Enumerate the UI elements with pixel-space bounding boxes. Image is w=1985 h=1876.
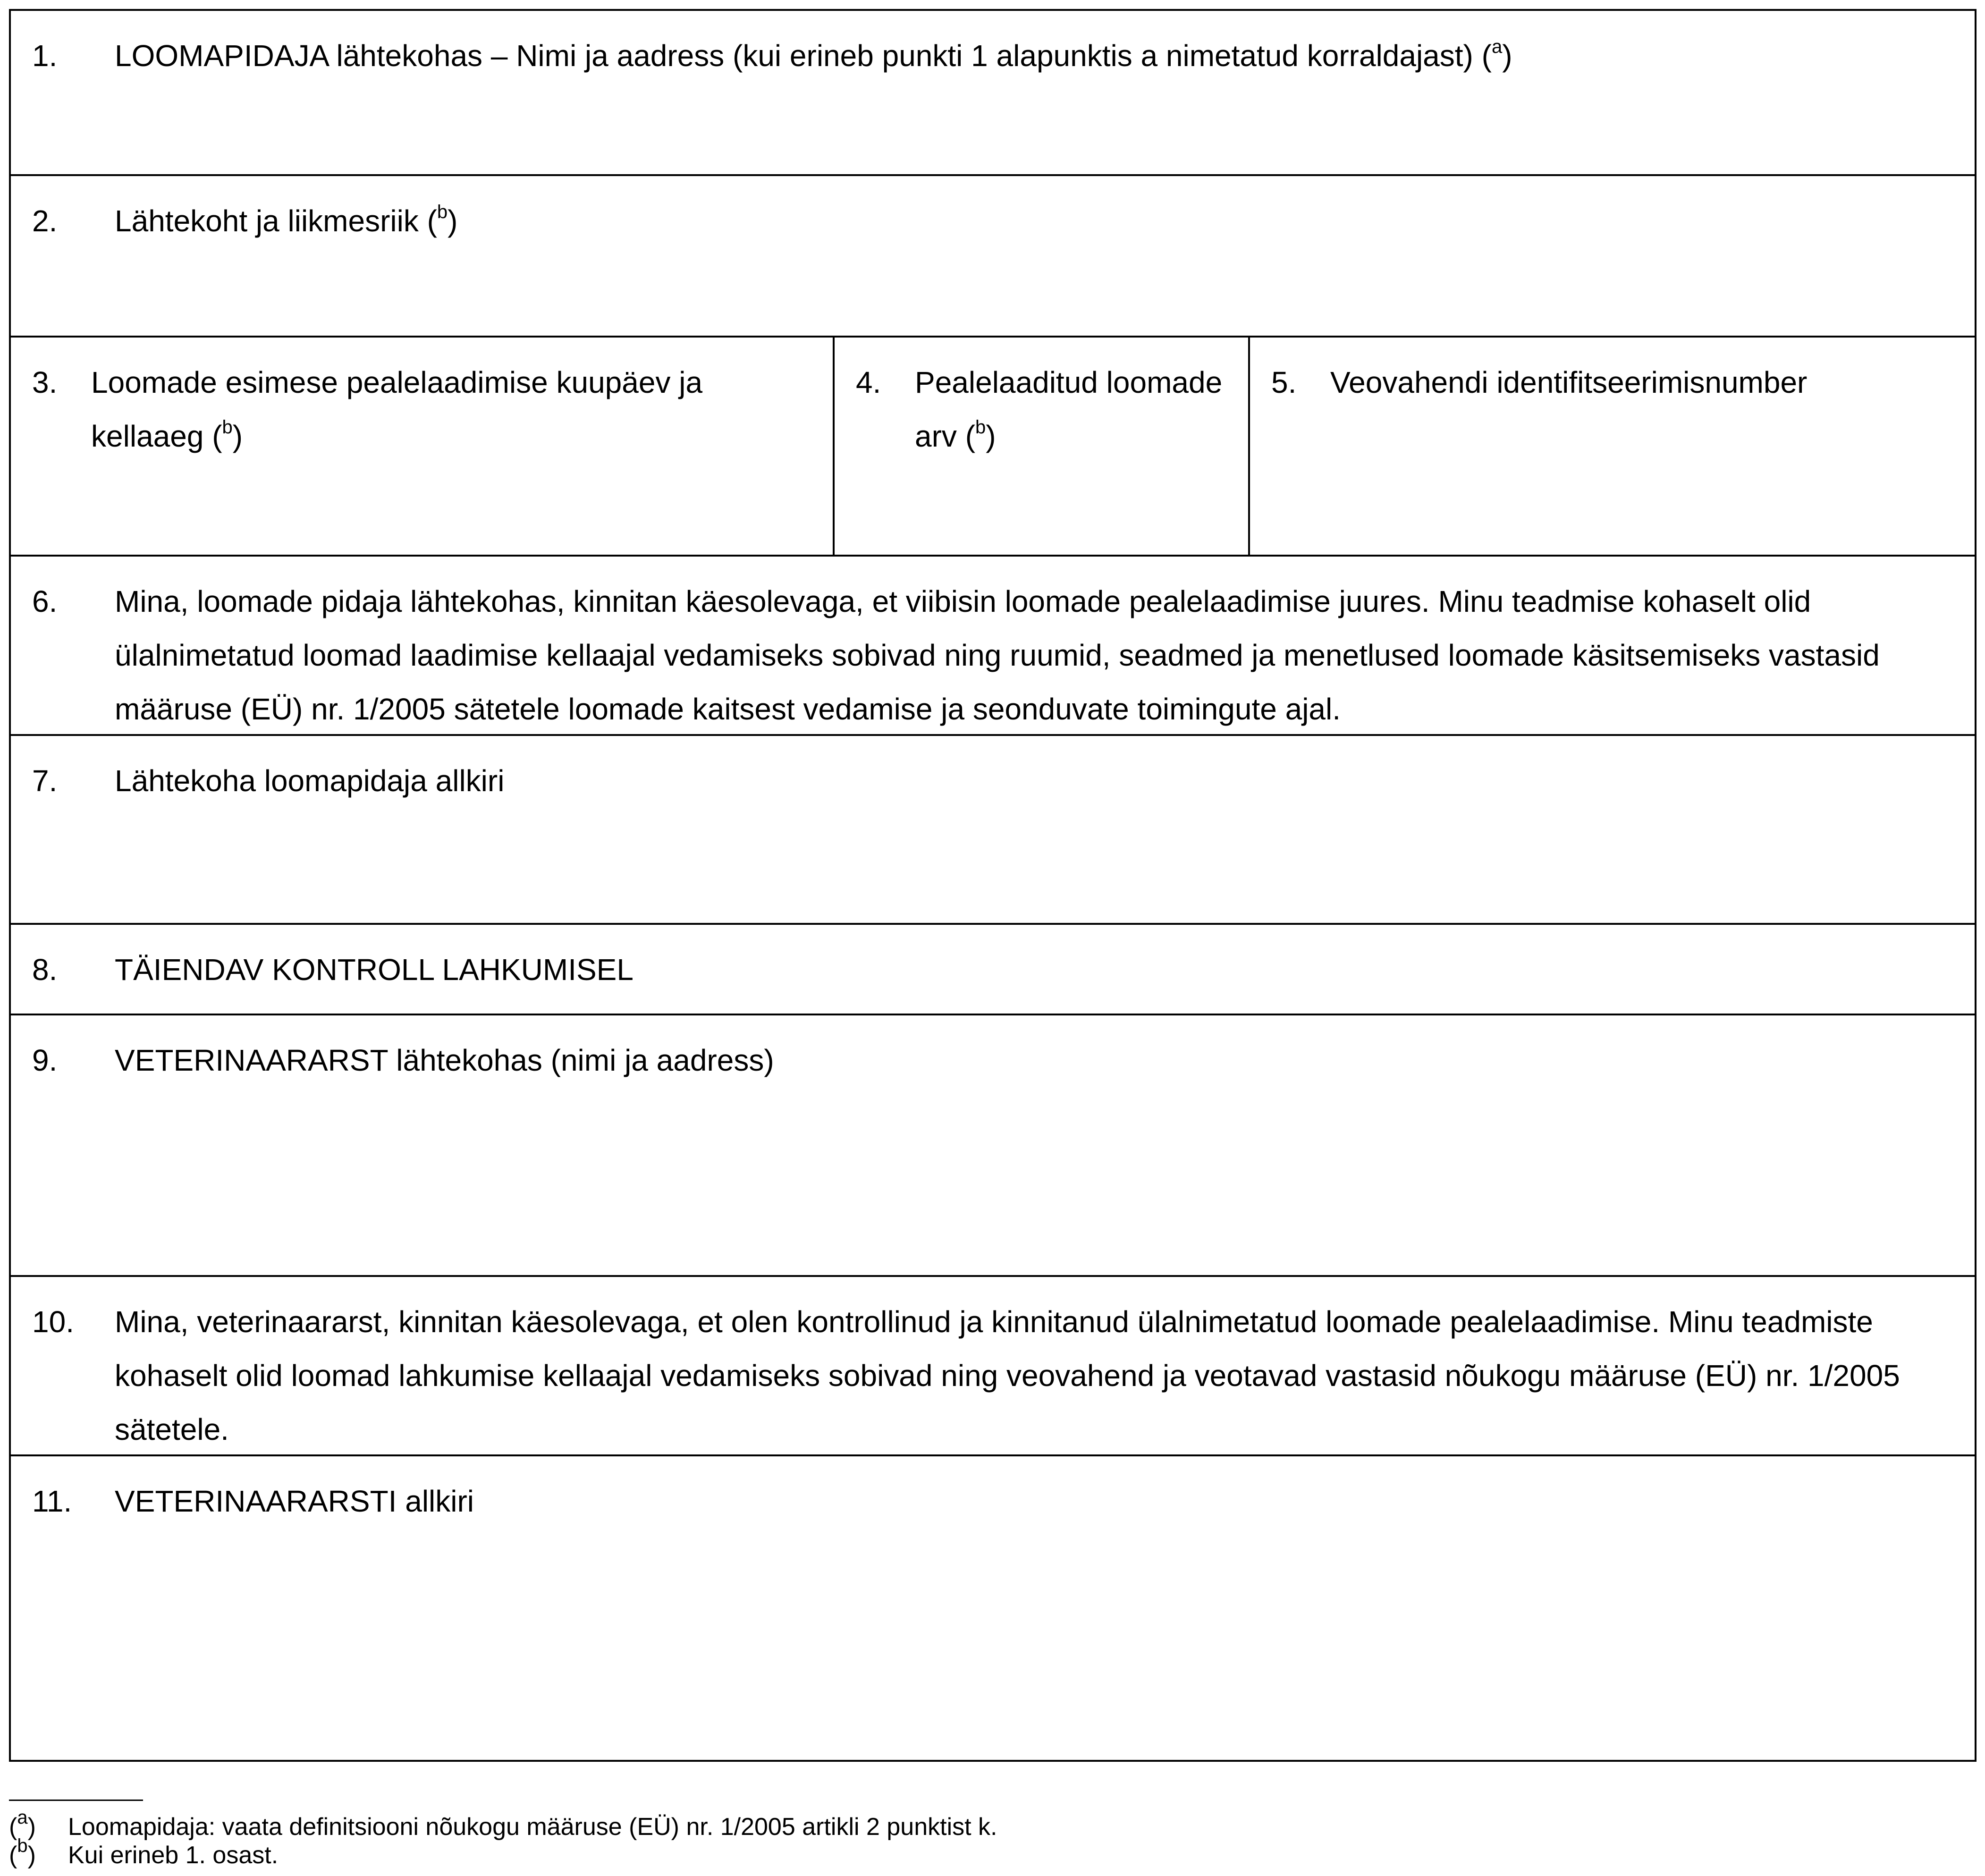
field-10-veterinarian-declaration: [11, 1277, 1975, 1456]
field-label: Loomade esimese pealelaadimise kuupäev ja kellaaeg ($^b$): [91, 365, 703, 453]
field-number: 7.: [32, 764, 58, 798]
field-number: 2.: [32, 204, 58, 238]
field-number: 6.: [32, 584, 58, 618]
field-6-keeper-declaration: [11, 557, 1975, 736]
field-3-loading-date-time: [11, 338, 835, 555]
field-2-origin-member-state: [11, 176, 1975, 338]
footnote-ref: b: [975, 416, 986, 438]
field-8-additional-check: [11, 925, 1975, 1015]
field-number: 5.: [1271, 365, 1297, 399]
field-label: Mina, veterinaararst, kinnitan käesolevaga, et olen kontrollinud ja kinnitanud ülalnimetatud loomade pealelaadimise. Minu teadmiste kohaselt olid loomad lahkumise kellaajal vedamiseks sobivad ning veovahend ja veotavad vastasid nõukogu määruse (EÜ) nr. 1/2005 sätetele.: [115, 1305, 1900, 1446]
field-label: Lähtekoha loomapidaja allkiri: [115, 764, 505, 798]
field-number: 10.: [32, 1305, 74, 1339]
field-number: 3.: [32, 365, 58, 399]
field-label: TÄIENDAV KONTROLL LAHKUMISEL: [115, 953, 634, 987]
field-label: VETERINAARARSTI allkiri: [115, 1484, 474, 1518]
field-1-keeper-origin: [11, 11, 1975, 176]
field-7-keeper-signature: [11, 736, 1975, 925]
field-number: 8.: [32, 953, 58, 987]
movement-certificate-form: [9, 9, 1977, 1762]
footnote-text: Loomapidaja: vaata definitsiooni nõukogu määruse (EÜ) nr. 1/2005 artikli 2 punktist k.: [68, 1813, 997, 1841]
footnote-text: Kui erineb 1. osast.: [68, 1842, 279, 1869]
field-4-animals-loaded: [835, 338, 1250, 555]
footnote-marker: ($^b$): [9, 1835, 36, 1869]
field-11-veterinarian-signature: [11, 1456, 1975, 1764]
footnote-ref: b: [222, 416, 233, 438]
field-9-veterinarian-origin: [11, 1015, 1975, 1277]
field-label: Lähtekoht ja liikmesriik ($^b$): [115, 201, 458, 238]
footnote-marker: ($^a$): [9, 1807, 36, 1841]
field-label: VETERINAARARST lähtekohas (nimi ja aadress): [115, 1043, 774, 1077]
field-number: 4.: [856, 365, 881, 399]
field-label: Mina, loomade pidaja lähtekohas, kinnitan käesolevaga, et viibisin loomade pealelaadimise juures. Minu teadmise kohaselt olid ülalnimetatud loomad laadimise kellaajal vedamiseks sobivad ning ruumid, seadmed ja menetlused loomade käsitsemiseks vastasid määruse (EÜ) nr. 1/2005 sätetele loomade kaitsest vedamise ja seonduvate toimingute ajal.: [115, 584, 1880, 726]
field-number: 1.: [32, 39, 58, 73]
footnote-separator: [9, 1800, 143, 1801]
field-label: Veovahendi identifitseerimisnumber: [1330, 365, 1808, 399]
footnote-ref: a: [1491, 36, 1503, 57]
field-5-vehicle-id: [1250, 338, 1975, 555]
field-label: Pealelaaditud loomade arv ($^b$): [915, 365, 1223, 453]
field-number: 9.: [32, 1043, 58, 1077]
fields-3-4-5-row: [11, 338, 1975, 557]
footnote-ref: b: [437, 201, 448, 222]
field-number: 11.: [32, 1484, 72, 1518]
field-label: LOOMAPIDAJA lähtekohas – Nimi ja aadress (kui erineb punkti 1 alapunktis a nimetatud korraldajast) ($^a$): [115, 36, 1512, 73]
